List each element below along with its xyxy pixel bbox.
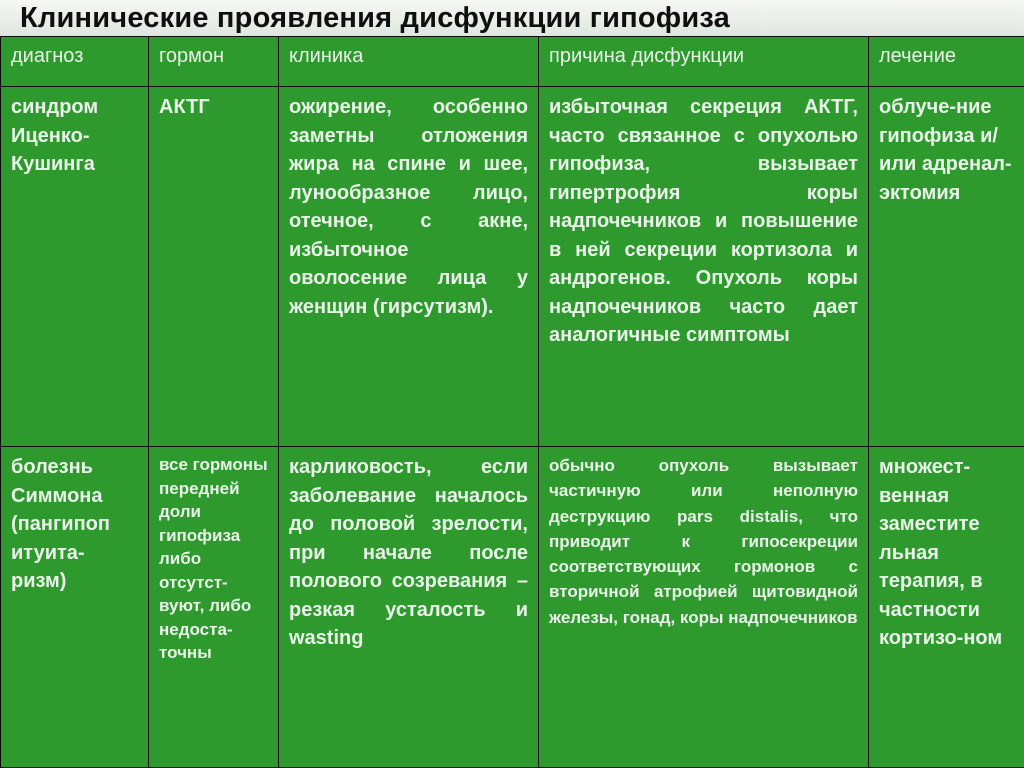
column-header-diagnosis: диагноз — [1, 37, 149, 87]
column-header-hormone: гормон — [149, 37, 279, 87]
cell-cause: обычно опухоль вызывает частичную или неполную деструкцию pars distalis, что приводит к гипосекреции соответствующих гормонов с вторичной атрофией щитовидной железы, гонад, коры надпочечников — [539, 447, 869, 768]
column-header-cause: причина дисфункции — [539, 37, 869, 87]
column-header-treatment: лечение — [869, 37, 1024, 87]
table-row — [1, 87, 1024, 447]
header-row — [1, 37, 1024, 87]
cell-clinic: карликовость, если заболевание началось до половой зрелости, при начале после полового созревания – резкая усталость и wasting — [279, 447, 539, 768]
table-row — [1, 447, 1024, 768]
cell-treatment: множест-венная заместите льная терапия, в частности кортизо-ном — [869, 447, 1024, 768]
page-title: Клинические проявления дисфункции гипофиза — [20, 2, 730, 34]
cell-diagnosis: синдром Иценко-Кушинга — [1, 87, 149, 447]
cell-clinic: ожирение, особенно заметны отложения жира на спине и шее, лунообразное лицо, отечное, с акне, избыточное оволосение лица у женщин (гирсутизм). — [279, 87, 539, 447]
cell-treatment: облуче-ние гипофиза и/или адренал-эктомия — [869, 87, 1024, 447]
cell-hormone: АКТГ — [149, 87, 279, 447]
title-bar — [0, 0, 1024, 36]
column-header-clinic: клиника — [279, 37, 539, 87]
cell-diagnosis: болезнь Симмона (пангипоп итуита-ризм) — [1, 447, 149, 768]
cell-cause: избыточная секреция АКТГ, часто связанное с опухолью гипофиза, вызывает гипертрофия коры надпочечников и повышение в ней секреции кортизола и андрогенов. Опухоль коры надпочечников часто дает аналогичные симптомы — [539, 87, 869, 447]
cell-hormone: все гормоны передней доли гипофиза либо отсутст-вуют, либо недоста-точны — [149, 447, 279, 768]
dysfunction-table — [0, 36, 1024, 768]
